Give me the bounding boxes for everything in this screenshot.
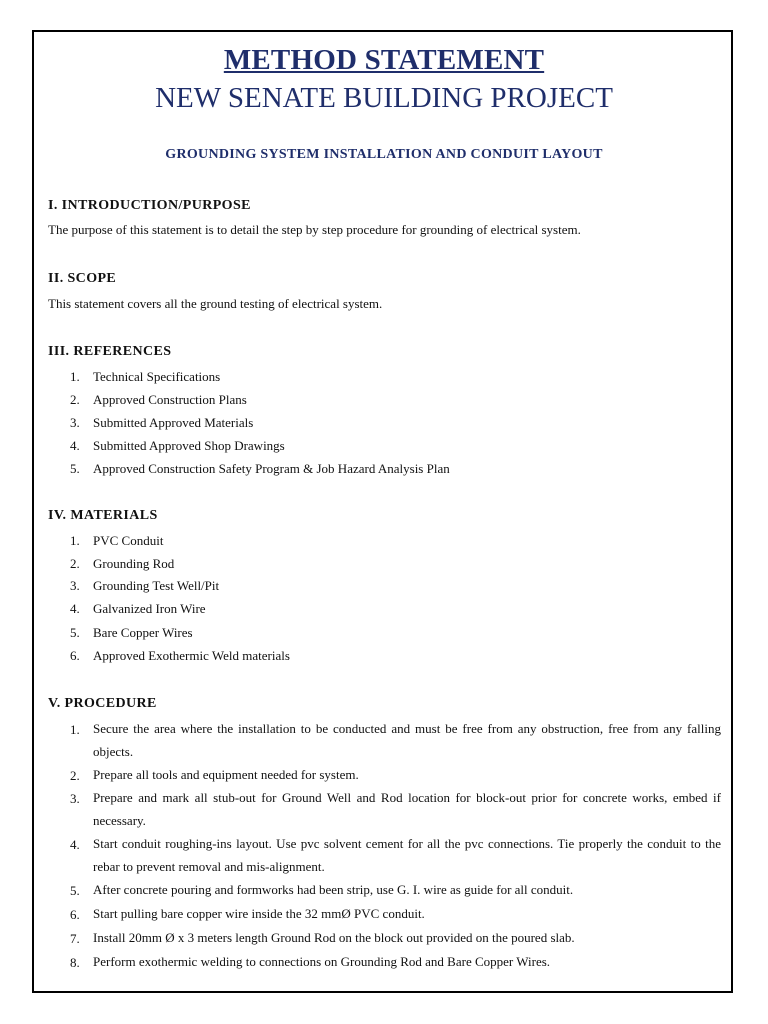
document-subtitle: GROUNDING SYSTEM INSTALLATION AND CONDUIT LAYOUT bbox=[165, 147, 603, 162]
section-heading-materials: IV. MATERIALS bbox=[48, 508, 158, 523]
document-title: METHOD STATEMENT bbox=[223, 44, 545, 76]
scope-text: This statement covers all the ground testing of electrical system. bbox=[48, 296, 383, 311]
project-name: NEW SENATE BUILDING PROJECT bbox=[155, 82, 613, 114]
section-heading-procedure: V. PROCEDURE bbox=[48, 696, 157, 711]
introduction-text: The purpose of this statement is to detail the step by step procedure for grounding of electrical system. bbox=[48, 222, 581, 237]
section-heading-introduction: I. INTRODUCTION/PURPOSE bbox=[48, 198, 251, 213]
section-heading-scope: II. SCOPE bbox=[48, 271, 117, 286]
section-heading-references: III. REFERENCES bbox=[48, 344, 172, 359]
